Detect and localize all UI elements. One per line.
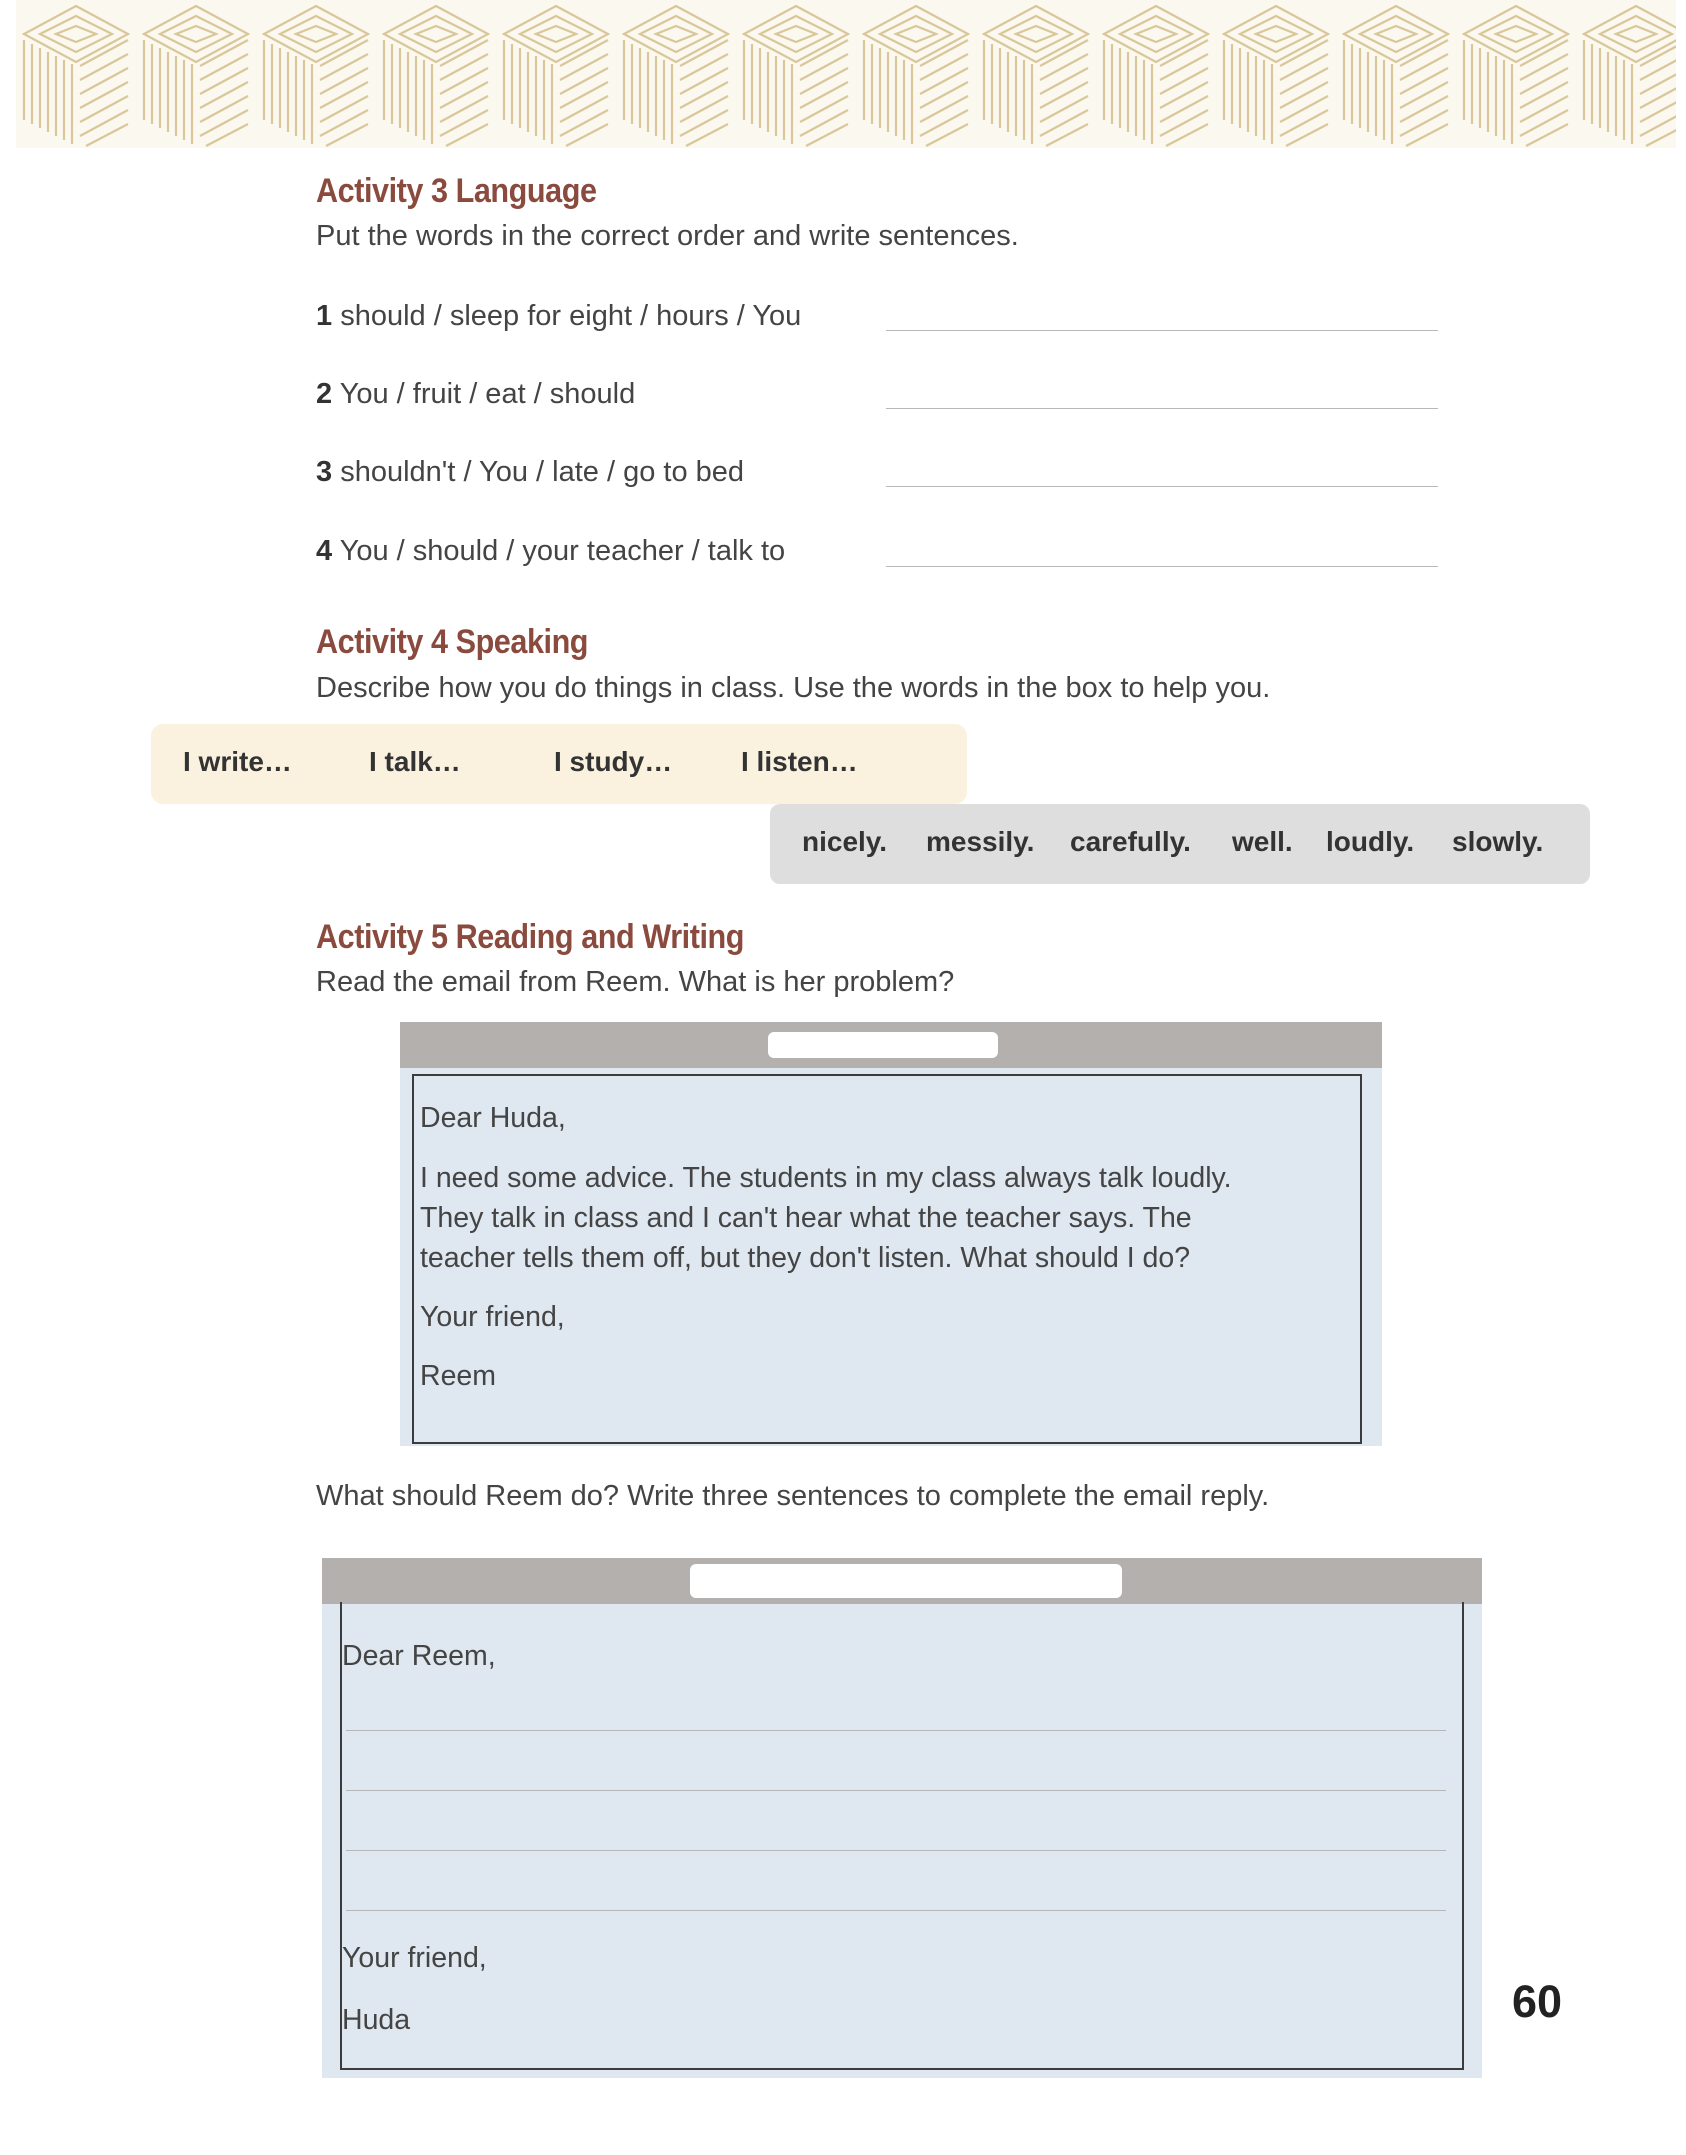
item-text: shouldn't / You / late / go to bed — [340, 456, 745, 488]
activity3-item-1 — [316, 300, 801, 333]
reply-writing-line-1[interactable] — [346, 1730, 1446, 1731]
activity3-title: Activity 3 Language — [316, 172, 597, 210]
starter-word: I study… — [554, 746, 673, 777]
email-body-frame — [340, 1602, 1464, 2070]
email-signature: Huda — [342, 2004, 411, 2036]
email-reply-to-reem — [322, 1558, 1482, 2078]
item-number: 4 — [316, 535, 333, 567]
email-subject-field — [768, 1032, 998, 1058]
email-signature: Reem — [420, 1360, 497, 1392]
activity3-item-4 — [316, 535, 785, 568]
decorative-banner — [16, 0, 1676, 148]
item-number: 3 — [316, 456, 333, 488]
adverb-word: carefully. — [1070, 826, 1191, 857]
adverb-word: messily. — [926, 826, 1035, 857]
starter-word: I write… — [183, 746, 292, 777]
item-text: should / sleep for eight / hours / You — [340, 300, 802, 332]
adverb-word: well. — [1232, 826, 1293, 857]
email-greeting: Dear Reem, — [342, 1640, 496, 1672]
email-body-line: teacher tells them off, but they don't listen. What should I do? — [420, 1242, 1191, 1274]
activity3-item-2 — [316, 378, 635, 411]
answer-line-1[interactable] — [886, 330, 1438, 331]
starters-box — [151, 724, 967, 804]
answer-line-4[interactable] — [886, 566, 1438, 567]
answer-line-3[interactable] — [886, 486, 1438, 487]
activity5-title: Activity 5 Reading and Writing — [316, 918, 744, 956]
email-greeting: Dear Huda, — [420, 1102, 566, 1134]
answer-line-2[interactable] — [886, 408, 1438, 409]
item-text: You / fruit / eat / should — [339, 378, 636, 410]
email-closing: Your friend, — [420, 1301, 565, 1333]
email-body-line: I need some advice. The students in my class always talk loudly. — [420, 1162, 1232, 1194]
activity3-instruction: Put the words in the correct order and write sentences. — [316, 220, 1019, 252]
adverbs-box — [770, 804, 1590, 884]
item-number: 2 — [316, 378, 333, 410]
page-number: 60 — [1512, 1976, 1563, 2027]
reply-writing-line-3[interactable] — [346, 1850, 1446, 1851]
item-text: You / should / your teacher / talk to — [339, 535, 786, 567]
adverb-word: loudly. — [1326, 826, 1415, 857]
email-closing: Your friend, — [342, 1942, 487, 1974]
starter-word: I talk… — [369, 746, 461, 777]
activity4-title: Activity 4 Speaking — [316, 623, 589, 661]
email-subject-field[interactable] — [690, 1564, 1122, 1598]
item-number: 1 — [316, 300, 333, 332]
email-from-reem — [400, 1022, 1382, 1446]
reply-writing-line-2[interactable] — [346, 1790, 1446, 1791]
activity4-instruction: Describe how you do things in class. Use the words in the box to help you. — [316, 672, 1271, 704]
adverb-word: nicely. — [802, 826, 888, 857]
activity5-instruction2: What should Reem do? Write three sentences to complete the email reply. — [316, 1480, 1270, 1512]
starter-word: I listen… — [741, 746, 858, 777]
adverb-word: slowly. — [1452, 826, 1544, 857]
email-body-line: They talk in class and I can't hear what the teacher says. The — [420, 1202, 1192, 1234]
reply-writing-line-4[interactable] — [346, 1910, 1446, 1911]
activity5-instruction: Read the email from Reem. What is her problem? — [316, 966, 955, 998]
activity3-item-3 — [316, 456, 744, 489]
